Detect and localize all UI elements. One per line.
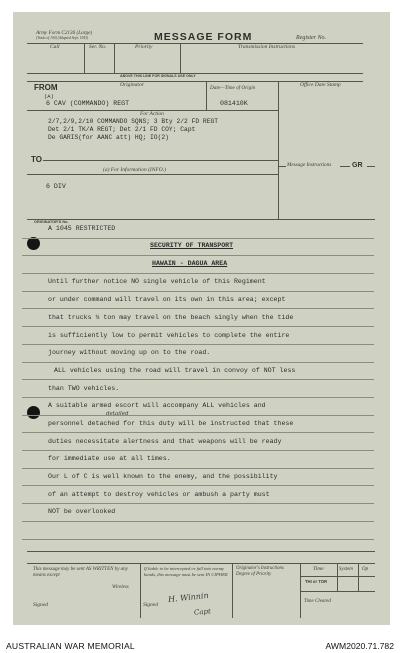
- divider: [22, 397, 374, 398]
- for-information-label: (a) For Information (INFO.): [103, 167, 166, 173]
- punch-hole-bottom: [27, 406, 40, 419]
- handwritten-correction: detailed: [106, 411, 129, 417]
- divider: [22, 379, 374, 380]
- heading-security: SECURITY OF TRANSPORT: [150, 242, 234, 249]
- info-unit: 6 DIV: [46, 183, 66, 190]
- body-line: duties necessitate alertness and that weapons will be ready: [48, 438, 282, 445]
- divider: [22, 238, 374, 239]
- body-line: is sufficiently low to permit vehicles to complete the entire: [48, 332, 290, 339]
- op-label: Op: [362, 567, 369, 572]
- action-line-3: De GARIS(for AANC att) HQ; IO(2): [48, 134, 169, 141]
- register-no-label: Register No.: [296, 35, 326, 41]
- to-label: TO: [31, 155, 42, 164]
- divider: [232, 563, 233, 618]
- divider: [27, 563, 375, 564]
- originators-no-label: ORIGINATOR'S No.: [34, 220, 69, 224]
- originator-label: Originator: [120, 82, 144, 88]
- body-line: journey without moving up on to the road.: [48, 349, 211, 356]
- body-line: than TWO vehicles.: [48, 385, 120, 392]
- form-title: MESSAGE FORM: [154, 31, 253, 43]
- action-line-1: 2/7,2/9,2/10 COMMANDO SQNS; 3 Bty 2/2 FD REGT: [48, 118, 219, 125]
- divider: [27, 43, 363, 44]
- time-cleared-label: Time Cleared: [304, 599, 331, 604]
- divider: [22, 291, 374, 292]
- divider: [22, 432, 374, 433]
- divider: [22, 485, 374, 486]
- transmission-col: Transmission Instructions: [238, 44, 295, 50]
- divider: [22, 273, 374, 274]
- divider: [27, 219, 375, 220]
- divider: [22, 344, 374, 345]
- form-code: Army Form C2136 (Large): [36, 30, 93, 36]
- body-line: ALL vehicles using the road will travel in convoy of NOT less: [54, 367, 296, 374]
- divider: [22, 503, 374, 504]
- ser-no-col: Ser. No.: [89, 44, 107, 50]
- heading-area: HAWAIN - DAGUA AREA: [152, 260, 228, 267]
- cipher-warning: If liable to be intercepted or fall into enemy hands, this message must be sent IN CIPHER: [144, 566, 228, 577]
- divider: [22, 539, 374, 540]
- divider: [27, 551, 375, 552]
- signed-label-right: Signed: [143, 602, 158, 608]
- body-line: Until further notice NO single vehicle of this Regiment: [48, 278, 266, 285]
- divider: [22, 326, 374, 327]
- divider: [22, 450, 374, 451]
- form-code-sub: (Trade of 100) (Adapted Sept. 1943): [36, 36, 89, 40]
- time-label: Time: [313, 566, 324, 572]
- footer-accession-number: AWM2020.71.782: [325, 641, 394, 651]
- message-instructions-label: Message Instructions: [287, 162, 332, 168]
- gr-label: GR: [352, 162, 363, 169]
- body-line: of an attempt to destroy vehicles or ambush a party must: [48, 491, 270, 498]
- body-line: or under command will travel on its own in this area; except: [48, 296, 286, 303]
- divider: [358, 563, 359, 591]
- from-a: (A): [44, 93, 54, 100]
- divider: [278, 82, 279, 219]
- priority-col: Priority: [135, 44, 153, 50]
- call-col: Call: [50, 44, 60, 50]
- system-label: System: [339, 567, 353, 572]
- divider: [43, 160, 278, 161]
- from-label: FROM: [34, 83, 58, 92]
- divider: [22, 308, 374, 309]
- action-line-2: Det 2/1 TK/A REGT; Det 2/1 FD COY; Capt: [48, 126, 196, 133]
- footer-bar: [0, 638, 400, 653]
- divider: [180, 43, 181, 73]
- originator-number: A 1045 RESTRICTED: [48, 225, 116, 232]
- divider: [300, 576, 375, 577]
- divider: [206, 82, 207, 110]
- body-line: Our L of C is well known to the enemy, and the possibility: [48, 473, 278, 480]
- body-line: personnel detached for this duty will be instructed that these: [48, 420, 294, 427]
- body-line: for immediate use at all times.: [48, 455, 171, 462]
- divider: [337, 563, 338, 591]
- date-time-value: 081410K: [220, 100, 248, 107]
- footer-institution: AUSTRALIAN WAR MEMORIAL: [6, 641, 135, 651]
- divider: [114, 43, 115, 73]
- divider: [340, 166, 350, 167]
- divider: [84, 43, 85, 73]
- divider: [367, 166, 375, 167]
- date-time-label: Date—Time of Origin: [210, 85, 256, 91]
- signature-rank: Capt: [193, 607, 212, 617]
- wireless-label: Wireless: [112, 585, 129, 590]
- body-line: NOT be overlooked: [48, 508, 116, 515]
- thi-tor-label: THI or TOR: [305, 579, 328, 584]
- signed-label-left: Signed: [33, 602, 48, 608]
- divider: [22, 521, 374, 522]
- office-date-stamp-label: Office Date Stamp: [300, 82, 341, 88]
- divider: [22, 362, 374, 363]
- divider: [22, 468, 374, 469]
- for-action-label: For Action: [140, 111, 164, 117]
- may-be-sent-text: This message may be sent AS WRITTEN by any means except: [33, 567, 128, 578]
- divider: [140, 563, 141, 618]
- signals-use-line: ABOVE THIS LINE FOR SIGNALS USE ONLY: [120, 74, 196, 78]
- divider: [22, 415, 374, 416]
- originators-instructions-label: Originator's Instructions Degree of Priority: [236, 566, 284, 577]
- body-line: that trucks ¼ ton may travel on the beach singly when the tide: [48, 314, 294, 321]
- divider: [22, 255, 374, 256]
- divider: [278, 166, 286, 167]
- body-line: A suitable armed escort will accompany ALL vehicles and: [48, 402, 266, 409]
- signature: H. Winnin: [167, 590, 210, 605]
- divider: [27, 174, 278, 175]
- divider: [300, 591, 375, 592]
- from-unit: 6 CAV (COMMANDO) REGT: [46, 100, 130, 107]
